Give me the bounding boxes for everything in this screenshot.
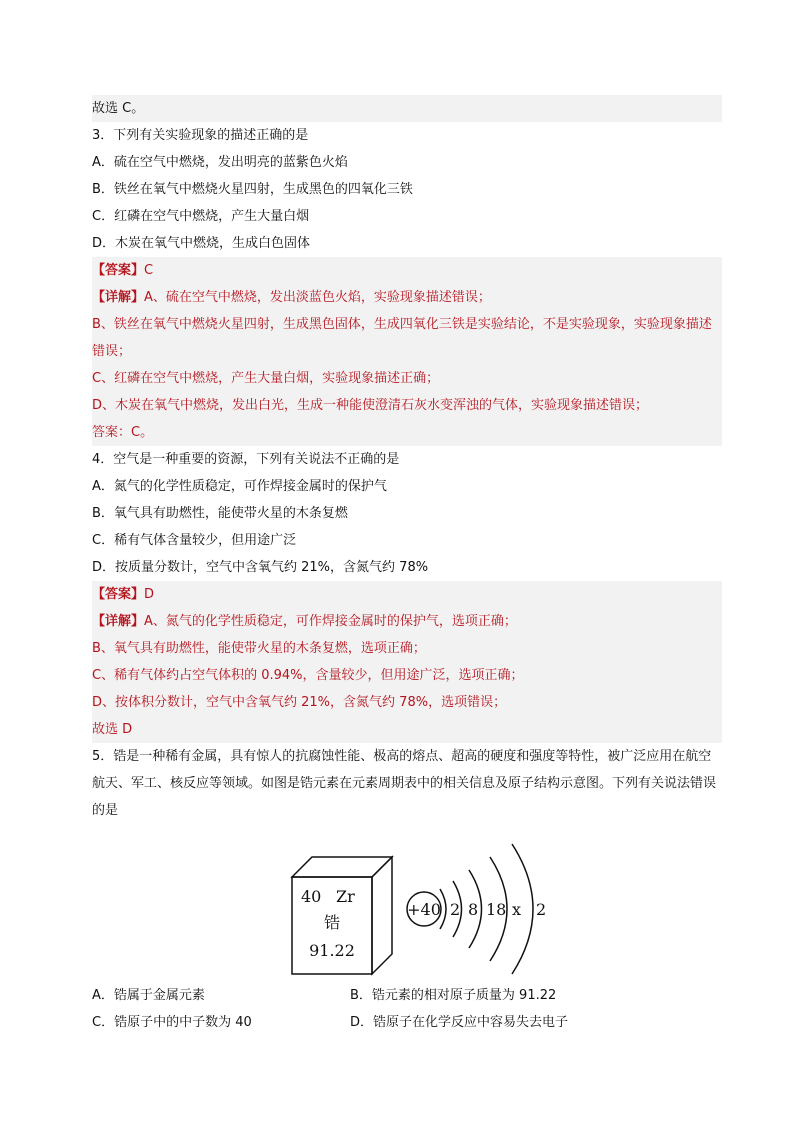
q3-explain-label: 【详解】	[92, 290, 145, 305]
q4-explain-c: C、稀有气体约占空气体积的 0.94%，含量较少，但用途广泛，选项正确；	[92, 662, 722, 689]
q5-options-row-2	[92, 1009, 722, 1036]
shell-count-4: x	[512, 900, 522, 919]
q3-option-b: B．铁丝在氧气中燃烧火星四射，生成黑色的四氧化三铁	[92, 182, 413, 197]
q4-option-a: A．氮气的化学性质稳定，可作焊接金属时的保护气	[92, 479, 387, 494]
element-name: 锆	[323, 913, 341, 932]
q4-explain-d: D、按体积分数计，空气中含氧气约 21%，含氮气约 78%，选项错误；	[92, 689, 722, 716]
cube-top-face	[292, 857, 392, 877]
q3-conclusion: 答案：C。	[92, 419, 722, 446]
q4-option-d: D．按质量分数计，空气中含氧气约 21%，含氮气约 78%	[92, 560, 429, 575]
q3-answer	[92, 257, 722, 284]
q4-explain-b: B、氧气具有助燃性，能使带火星的木条复燃，选项正确；	[92, 635, 722, 662]
q4-option-c: C．稀有气体含量较少，但用途广泛	[92, 533, 297, 548]
element-number: 40	[301, 887, 322, 906]
q3-option-d: D．木炭在氧气中燃烧，生成白色固体	[92, 236, 311, 251]
shell-count-5: 2	[536, 900, 547, 919]
atom-structure	[407, 844, 546, 974]
zirconium-figure	[92, 832, 722, 982]
q3-answer-value: C	[144, 263, 154, 278]
q4-explain-a-text: A、氮气的化学性质稳定，可作焊接金属时的保护气，选项正确；	[144, 614, 517, 629]
shell-count-1: 2	[450, 900, 461, 919]
q4-answer-value: D	[144, 587, 155, 602]
q5-option-a: A．锆属于金属元素	[92, 988, 205, 1003]
document-page	[92, 95, 722, 1036]
q5-stem: 5．锆是一种稀有金属，具有惊人的抗腐蚀性能、极高的熔点、超高的硬度和强度等特性，被广泛应用在航空航天、军工、核反应等领域。如图是锆元素在元素周期表中的相关信息及原子结构示意图。下列有关说法错误的是	[92, 749, 717, 818]
prev-answer: 故选 C。	[92, 95, 722, 122]
cube-side-face	[372, 857, 392, 974]
q4-explain-a	[92, 608, 722, 635]
q3-explain-a	[92, 284, 722, 311]
nucleus-charge: +40	[407, 900, 441, 919]
q5-option-c: C．锆原子中的中子数为 40	[92, 1015, 252, 1030]
q4-option-b: B．氧气具有助燃性，能使带火星的木条复燃	[92, 506, 348, 521]
q5-option-b: B．锆元素的相对原子质量为 91.22	[350, 988, 557, 1003]
q5-options-row-1	[92, 982, 722, 1009]
q3-answer-label: 【答案】	[92, 263, 145, 278]
shell-count-2: 8	[468, 900, 479, 919]
element-mass: 91.22	[309, 941, 355, 960]
q4-answer	[92, 581, 722, 608]
q4-explain-label: 【详解】	[92, 614, 145, 629]
zirconium-diagram	[92, 832, 722, 982]
q4-stem: 4．空气是一种重要的资源，下列有关说法不正确的是	[92, 452, 400, 467]
element-symbol: Zr	[336, 887, 355, 906]
q4-conclusion: 故选 D	[92, 716, 722, 743]
q3-stem: 3．下列有关实验现象的描述正确的是	[92, 128, 309, 143]
element-cube	[292, 857, 392, 974]
q3-explain-a-text: A、硫在空气中燃烧，发出淡蓝色火焰，实验现象描述错误；	[144, 290, 491, 305]
q3-option-a: A．硫在空气中燃烧，发出明亮的蓝紫色火焰	[92, 155, 348, 170]
q3-explain-c: C、红磷在空气中燃烧，产生大量白烟，实验现象描述正确；	[92, 365, 722, 392]
shell-count-3: 18	[486, 900, 507, 919]
q3-explain-b: B、铁丝在氧气中燃烧火星四射，生成黑色固体，生成四氧化三铁是实验结论，不是实验现象，实验现象描述错误；	[92, 311, 722, 365]
q5-option-d: D．锆原子在化学反应中容易失去电子	[350, 1015, 569, 1030]
q3-explain-d: D、木炭在氧气中燃烧，发出白光，生成一种能使澄清石灰水变浑浊的气体，实验现象描述错误；	[92, 392, 722, 419]
q3-option-c: C．红磷在空气中燃烧，产生大量白烟	[92, 209, 310, 224]
q4-answer-label: 【答案】	[92, 587, 145, 602]
